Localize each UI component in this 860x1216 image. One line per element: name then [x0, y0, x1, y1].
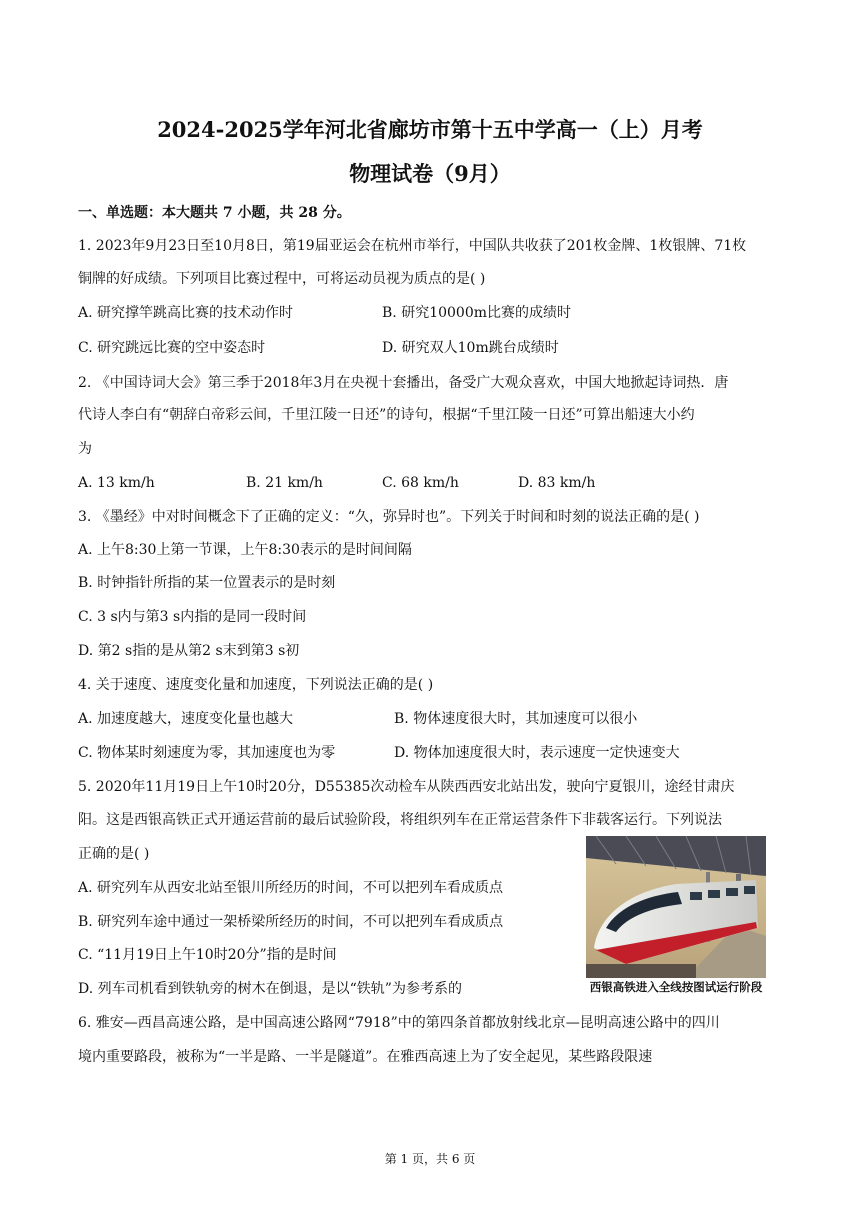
exam-title-line1: 2024-2025学年河北省廊坊市第十五中学高一（上）月考: [157, 117, 703, 142]
q2-stem-line3: 为: [78, 441, 92, 457]
q1-option-a: A. 研究撑竿跳高比赛的技术动作时: [78, 305, 294, 321]
q5-stem-line2: 阳。这是西银高铁正式开通运营前的最后试验阶段，将组织列车在正常运营条件下非载客运行。下列说法: [78, 812, 722, 828]
q2-option-a: A. 13 km/h: [78, 475, 155, 491]
q2-stem-line2: 代诗人李白有“朝辞白帝彩云间，千里江陵一日还”的诗句，根据“千里江陵一日还”可算出船速大小约: [78, 407, 695, 423]
q3-option-d: D. 第2 s指的是从第2 s末到第3 s初: [78, 643, 300, 659]
q3-option-c: C. 3 s内与第3 s内指的是同一段时间: [78, 609, 307, 625]
q1-option-b: B. 研究10000m比赛的成绩时: [382, 305, 571, 321]
q4-option-b: B. 物体速度很大时，其加速度可以很小: [394, 711, 638, 727]
q3-option-b: B. 时钟指针所指的某一位置表示的是时刻: [78, 575, 336, 591]
q4-stem: 4. 关于速度、速度变化量和加速度，下列说法正确的是( ): [78, 677, 434, 693]
q5-option-c: C. “11月19日上午10时20分”指的是时间: [78, 947, 337, 963]
q2-option-b: B. 21 km/h: [246, 475, 323, 491]
q5-stem-line3: 正确的是( ): [78, 846, 150, 862]
q6-stem-line2: 境内重要路段，被称为“一半是路、一半是隧道”。在雅西高速上为了安全起见，某些路段限速: [78, 1049, 653, 1065]
q2-option-d: D. 83 km/h: [518, 475, 596, 491]
q1-option-d: D. 研究双人10m跳台成绩时: [382, 340, 559, 356]
q5-option-d: D. 列车司机看到铁轨旁的树木在倒退，是以“铁轨”为参考系的: [78, 981, 462, 997]
q6-stem-line1: 6. 雅安—西昌高速公路，是中国高速公路网“7918”中的第四条首都放射线北京—昆明高速公路中的四川: [78, 1015, 720, 1031]
q4-option-d: D. 物体加速度很大时，表示速度一定快速变大: [394, 745, 680, 761]
section-heading: 一、单选题：本大题共 7 小题，共 28 分。: [78, 205, 351, 221]
high-speed-train-photo: [586, 836, 766, 978]
q4-option-a: A. 加速度越大，速度变化量也越大: [78, 711, 294, 727]
q3-stem: 3. 《墨经》中对时间概念下了正确的定义：“久，弥异时也”。下列关于时间和时刻的说法正确的是( ): [78, 509, 700, 525]
q5-option-a: A. 研究列车从西安北站至银川所经历的时间，不可以把列车看成质点: [78, 880, 504, 896]
page-footer: 第 1 页，共 6 页: [384, 1152, 476, 1166]
q2-stem-line1: 2. 《中国诗词大会》第三季于2018年3月在央视十套播出，备受广大观众喜欢，中国大地掀起诗词热．唐: [78, 375, 729, 391]
q1-stem-line1: 1. 2023年9月23日至10月8日，第19届亚运会在杭州市举行，中国队共收获了201枚金牌、1枚银牌、71枚: [78, 238, 747, 254]
q4-option-c: C. 物体某时刻速度为零，其加速度也为零: [78, 745, 336, 761]
q5-stem-line1: 5. 2020年11月19日上午10时20分，D55385次动检车从陕西西安北站出发，驶向宁夏银川，途经甘肃庆: [78, 779, 735, 795]
q2-option-c: C. 68 km/h: [382, 475, 459, 491]
q1-stem-line2: 铜牌的好成绩。下列项目比赛过程中，可将运动员视为质点的是( ): [78, 271, 486, 287]
exam-title-line2: 物理试卷（9月）: [349, 161, 511, 186]
q1-option-c: C. 研究跳远比赛的空中姿态时: [78, 340, 266, 356]
q5-option-b: B. 研究列车途中通过一架桥梁所经历的时间，不可以把列车看成质点: [78, 914, 504, 930]
q3-option-a: A. 上午8:30上第一节课，上午8:30表示的是时间间隔: [78, 542, 412, 558]
photo-caption: 西银高铁进入全线按图试运行阶段: [589, 980, 763, 994]
